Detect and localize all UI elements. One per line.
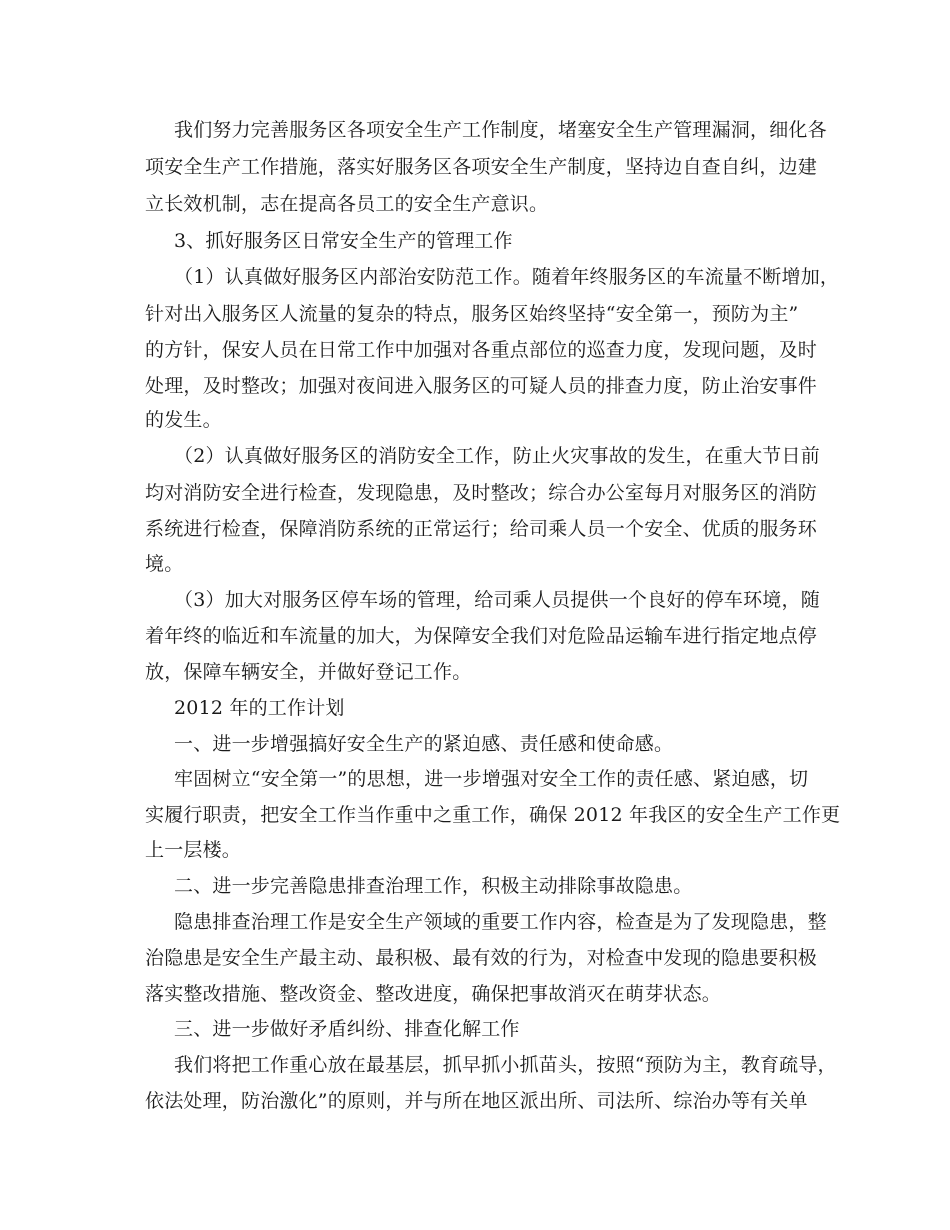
text-line: 3、抓好服务区日常安全生产的管理工作	[174, 230, 513, 252]
text-line: 放，保障车辆安全，并做好登记工作。	[145, 661, 472, 683]
text-line: 上一层楼。	[145, 839, 242, 861]
section-heading: 三、进一步做好矛盾纠纷、排查化解工作	[174, 1018, 520, 1040]
text-line: 针对出入服务区人流量的复杂的特点，服务区始终坚持“安全第一，预防为主”	[145, 303, 799, 325]
text-line: 治隐患是安全生产最主动、最积极、最有效的行为，对检查中发现的隐患要积极	[145, 947, 818, 969]
text-line: 我们努力完善服务区各项安全生产工作制度，堵塞安全生产管理漏洞，细化各	[174, 119, 827, 141]
text-line: 我们将把工作重心放在最基层，抓早抓小抓苗头，按照“预防为主，教育疏导，	[174, 1054, 837, 1076]
text-line: 依法处理，防治激化”的原则，并与所在地区派出所、司法所、综治办等有关单	[145, 1090, 808, 1112]
text-line: 系统进行检查，保障消防系统的正常运行；给司乘人员一个安全、优质的服务环	[145, 518, 818, 540]
text-line: 隐患排查治理工作是安全生产领域的重要工作内容，检查是为了发现隐患，整	[174, 911, 827, 933]
text-line: 着年终的临近和车流量的加大，为保障安全我们对危险品运输车进行指定地点停	[145, 625, 818, 647]
text-line: （3）加大对服务区停车场的管理，给司乘人员提供一个良好的停车环境，随	[174, 589, 820, 611]
section-heading: 2012 年的工作计划	[174, 697, 345, 719]
text-line: 实履行职责，把安全工作当作重中之重工作，确保 2012 年我区的安全生产工作更	[145, 804, 841, 826]
text-line: 的发生。	[145, 409, 222, 431]
text-line: 境。	[145, 553, 184, 575]
text-line: （1）认真做好服务区内部治安防范工作。随着年终服务区的车流量不断增加，	[174, 266, 840, 288]
text-line: （2）认真做好服务区的消防安全工作，防止火灾事故的发生，在重大节日前	[174, 445, 820, 467]
text-line: 的方针，保安人员在日常工作中加强对各重点部位的巡查力度，发现问题，及时	[145, 339, 818, 361]
section-heading: 二、进一步完善隐患排查治理工作，积极主动排除事故隐患。	[174, 875, 693, 897]
text-line: 处理，及时整改；加强对夜间进入服务区的可疑人员的排查力度，防止治安事件	[145, 375, 818, 397]
section-heading: 一、进一步增强搞好安全生产的紧迫感、责任感和使命感。	[174, 733, 674, 755]
text-line: 项安全生产工作措施，落实好服务区各项安全生产制度，坚持边自查自纠，边建	[145, 156, 818, 178]
text-line: 立长效机制，志在提高各员工的安全生产意识。	[145, 193, 549, 215]
text-line: 牢固树立“安全第一”的思想，进一步增强对安全工作的责任感、紧迫感，切	[174, 768, 809, 790]
text-line: 均对消防安全进行检查，发现隐患，及时整改；综合办公室每月对服务区的消防	[145, 482, 818, 504]
text-line: 落实整改措施、整改资金、整改进度，确保把事故消灭在萌芽状态。	[145, 983, 722, 1005]
